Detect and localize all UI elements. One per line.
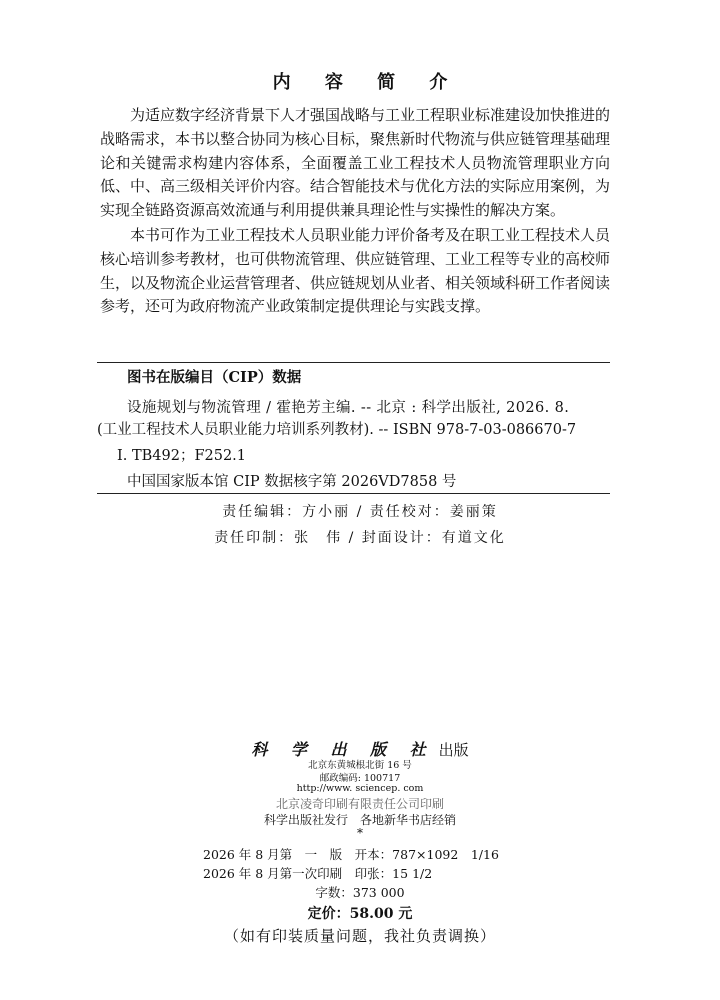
website: http://www. sciencep. com xyxy=(296,783,424,794)
summary-paragraph: 本书可作为工业工程技术人员职业能力评价备考及在职工业工程技术人员核心培训参考教材，也可供物流管理、供应链管理、工业工程等专业的高校师生，以及物流企业运营管理者、供应链规划从业者、相关领域科研工作者阅读参考，还可为政府物流产业政策制定提供理论与实践支撑。 xyxy=(100,225,611,316)
edition-info: 2026 年 8 月第 一 版 开本：787×1092 1/16 xyxy=(203,847,499,862)
editor-credits: 责任编辑：方小丽 / 责任校对：姜丽策 xyxy=(222,504,498,520)
cip-line-classification: Ⅰ. TB492；F252.1 xyxy=(117,448,247,464)
publisher-name: 科 学 出 版 社 xyxy=(251,740,435,759)
word-count: 字数：373 000 xyxy=(315,885,405,900)
top-divider xyxy=(97,362,610,363)
price: 定价：58.00 元 xyxy=(307,906,413,922)
cip-line-series: (工业工程技术人员职业能力培训系列教材). -- ISBN 978-7-03-086670-7 xyxy=(97,422,577,438)
summary-paragraph: 为适应数字经济背景下人才强国战略与工业工程职业标准建设加快推进的战略需求，本书以整合协同为核心目标，聚焦新时代物流与供应链管理基础理论和关键需求构建内容体系，全面覆盖工业工程技术人员物流管理职业方向低、中、高三级相关评价内容。结合智能技术与优化方法的实际应用案例，为实现全链路资源高效流通与利用提供兼具理论性与实操性的解决方案。 xyxy=(100,106,611,220)
content-summary xyxy=(100,104,610,320)
quality-note: （如有印装质量问题，我社负责调换） xyxy=(223,927,496,945)
cip-title: 图书在版编目（CIP）数据 xyxy=(127,369,302,386)
page-heading: 内 容 简 介 xyxy=(272,72,462,93)
publish-word: 出版 xyxy=(438,741,469,759)
publisher-address: 北京东黄城根北街 16 号 xyxy=(308,760,412,771)
distribution: 科学出版社发行 各地新华书店经销 xyxy=(263,813,456,827)
postcode: 邮政编码: 100717 xyxy=(319,773,401,784)
production-credits: 责任印制：张 伟 / 封面设计：有道文化 xyxy=(214,530,506,546)
separator-star: * xyxy=(357,826,363,840)
cip-line-title: 设施规划与物流管理 / 霍艳芳主编. -- 北京 : 科学出版社, 2026. 8. xyxy=(127,400,570,416)
printer: 北京凌奇印刷有限责任公司印刷 xyxy=(275,797,444,811)
printing-info: 2026 年 8 月第一次印刷 印张：15 1/2 xyxy=(203,866,433,881)
cip-line-number: 中国国家版本馆 CIP 数据核字第 2026VD7858 号 xyxy=(127,474,457,490)
bottom-divider xyxy=(97,493,610,494)
